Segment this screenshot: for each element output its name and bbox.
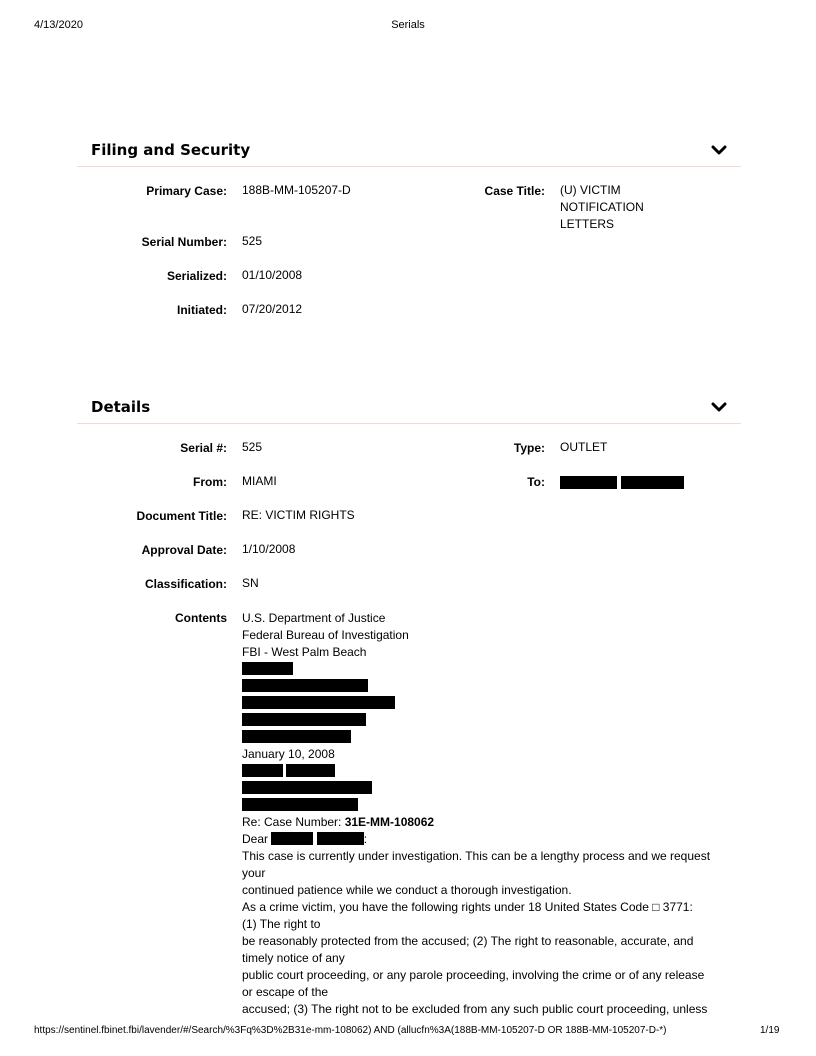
body-line: be reasonably protected from the accused; (2) The right to reasonable, accurate, and bbox=[242, 934, 694, 948]
redaction-block bbox=[242, 662, 293, 675]
letter-date: January 10, 2008 bbox=[242, 747, 335, 761]
body-line: timely notice of any bbox=[242, 951, 345, 965]
redaction-block bbox=[317, 832, 364, 845]
redaction-block bbox=[271, 832, 313, 845]
redaction-block bbox=[242, 730, 351, 743]
body-line: continued patience while we conduct a thorough investigation. bbox=[242, 883, 572, 897]
redaction-block bbox=[242, 696, 395, 709]
filing-security-heading: Filing and Security bbox=[91, 141, 251, 159]
from-value: MIAMI bbox=[242, 474, 277, 488]
print-footer-url: https://sentinel.fbinet.fbi/lavender/#/Search/%3Fq%3D%2B31e-mm-108062) AND (allucfn%3A(188B-MM-105207-D OR 188B-MM-105207-D-*) bbox=[34, 1025, 667, 1036]
print-header-date: 4/13/2020 bbox=[34, 19, 83, 31]
contents-label: Contents bbox=[175, 611, 227, 625]
contents-org-line: FBI - West Palm Beach bbox=[242, 645, 367, 659]
type-value: OUTLET bbox=[560, 440, 608, 454]
case-title-value: (U) VICTIM NOTIFICATION LETTERS bbox=[560, 183, 644, 231]
body-line: As a crime victim, you have the following rights under 18 United States Code □ 3771: bbox=[242, 900, 693, 914]
body-line: (1) The right to bbox=[242, 917, 321, 931]
redaction-block bbox=[621, 476, 684, 489]
body-line: your bbox=[242, 866, 266, 880]
body-line: public court proceeding, or any parole proceeding, involving the crime or of any release bbox=[242, 968, 705, 982]
classification-label: Classification: bbox=[144, 577, 227, 591]
to-label: To: bbox=[527, 475, 545, 489]
redaction-block bbox=[286, 764, 335, 777]
redaction-block bbox=[242, 798, 358, 811]
body-line: or escape of the bbox=[242, 985, 329, 999]
serial-value: 525 bbox=[242, 440, 263, 454]
primary-case-label: Primary Case: bbox=[146, 184, 227, 198]
serial-number-label: Serial Number: bbox=[141, 235, 227, 249]
redaction-block bbox=[560, 476, 617, 489]
redaction-block bbox=[242, 781, 372, 794]
contents-body bbox=[242, 610, 722, 1018]
redaction-block bbox=[242, 764, 283, 777]
body-line: This case is currently under investigation. This can be a lengthy process and we request bbox=[242, 849, 711, 863]
primary-case-value: 188B-MM-105207-D bbox=[242, 183, 351, 197]
serial-label: Serial #: bbox=[180, 441, 227, 455]
redaction-block bbox=[242, 713, 366, 726]
chevron-down-icon[interactable] bbox=[711, 402, 727, 414]
serialized-label: Serialized: bbox=[166, 269, 227, 283]
print-footer-page: 1/19 bbox=[760, 1025, 780, 1036]
salutation: Dear : bbox=[242, 832, 368, 846]
document-title-label: Document Title: bbox=[136, 509, 227, 523]
details-heading: Details bbox=[91, 398, 151, 416]
print-header-title: Serials bbox=[391, 19, 425, 31]
approval-date-label: Approval Date: bbox=[141, 543, 227, 557]
chevron-down-icon[interactable] bbox=[711, 145, 727, 157]
classification-value: SN bbox=[242, 576, 259, 590]
serial-number-value: 525 bbox=[242, 234, 263, 248]
initiated-value: 07/20/2012 bbox=[242, 302, 303, 316]
serialized-value: 01/10/2008 bbox=[242, 268, 303, 282]
case-title-label: Case Title: bbox=[484, 184, 545, 198]
section-divider bbox=[77, 423, 741, 424]
document-title-value: RE: VICTIM RIGHTS bbox=[242, 508, 355, 522]
contents-org-line: Federal Bureau of Investigation bbox=[242, 628, 409, 642]
approval-date-value: 1/10/2008 bbox=[242, 542, 296, 556]
redaction-block bbox=[242, 679, 368, 692]
re-case-number: 31E-MM-108062 bbox=[344, 815, 435, 829]
contents-org-line: U.S. Department of Justice bbox=[242, 611, 386, 625]
section-divider bbox=[77, 166, 741, 167]
type-label: Type: bbox=[513, 441, 545, 455]
body-line: accused; (3) The right not to be excluded from any such public court proceeding, unless bbox=[242, 1002, 708, 1016]
initiated-label: Initiated: bbox=[177, 303, 227, 317]
re-case-line: Re: Case Number: 31E-MM-108062 bbox=[242, 815, 435, 829]
from-label: From: bbox=[193, 475, 227, 489]
